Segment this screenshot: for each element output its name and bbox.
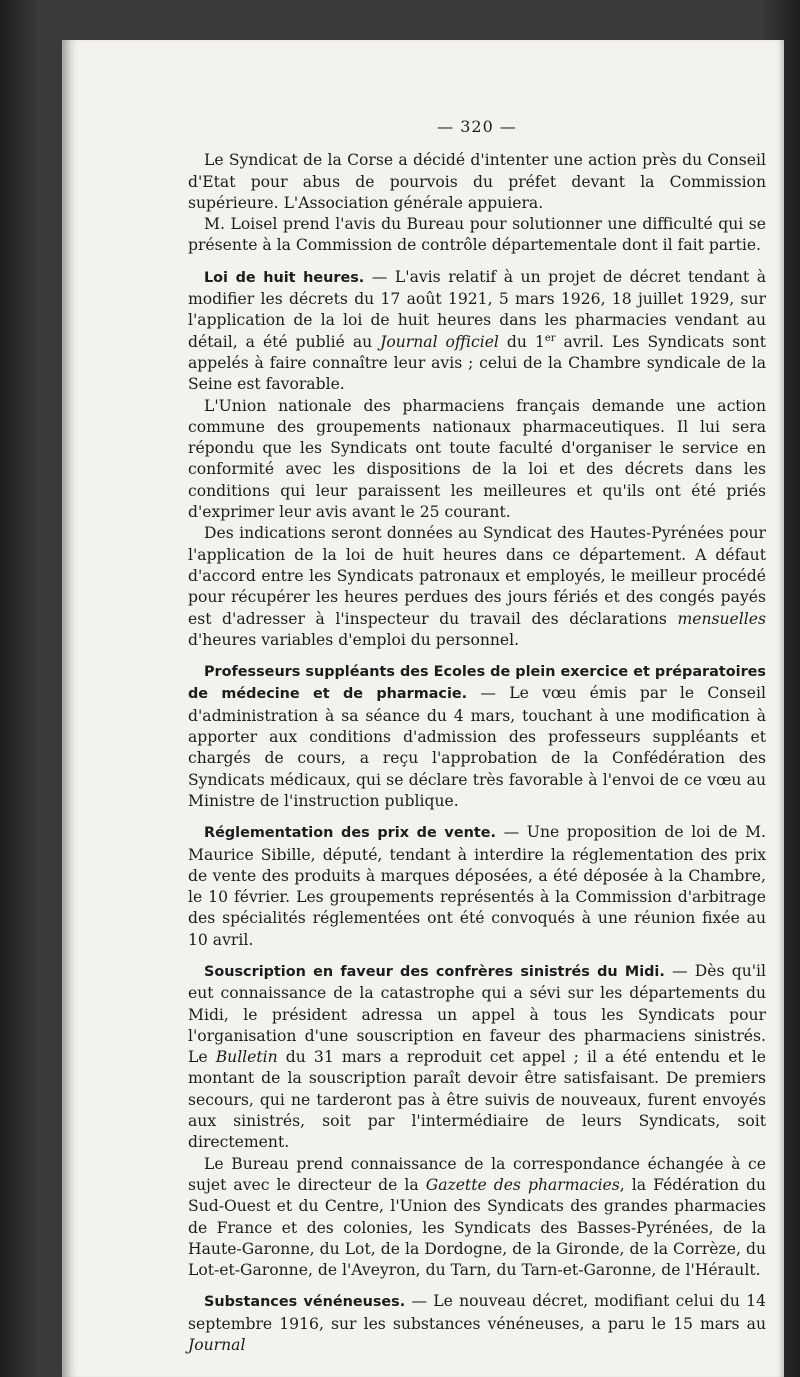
section-souscription: Souscription en faveur des confrères sinistrés du Midi. — Dès qu'il eut connaissance de la catastrophe qui a sévi sur les départements du Midi, le président adressa un appel à tous les Syndicats pour l'organisation d'une souscription en faveur des pharmaciens sinistrés. Le Bulletin du 31 mars a reproduit cet appel ; il a été entendu et le montant de la souscription paraît devoir être satisfaisant. De premiers secours, qui ne tarderont pas à être suivis de nouveaux, furent envoyés aux sinistrés, soit par l'intermédiaire de leurs Syndicats, soit directement. (188, 961, 766, 1152)
paragraph-corse: Le Syndicat de la Corse a décidé d'intenter une action près du Conseil d'Etat pour abus de pourvois du préfet devant la Commission supérieure. L'Association générale appuiera. (188, 151, 766, 212)
section-reglementation: Réglementation des prix de vente. — Une proposition de loi de M. Maurice Sibille, député, tendant à interdire la réglementation des prix de vente des produits à marques déposées, a été déposée à la Chambre, le 10 février. Les groupements représentés à la Commission d'arbitrage des spécialités réglementées ont été convoqués à une réunion fixée au 10 avril. (188, 823, 766, 949)
document-page (188, 116, 766, 1356)
section-heading: Substances vénéneuses. (204, 1294, 406, 1311)
paragraph-loisel: M. Loisel prend l'avis du Bureau pour solutionner une difficulté qui se présente à la Commission de contrôle départementale dont il fait partie. (188, 215, 766, 255)
section-heading: Souscription en faveur des confrères sinistrés du Midi. (204, 963, 665, 980)
paragraph-hautes-pyrenees: Des indications seront données au Syndicat des Hautes-Pyrénées pour l'application de la loi de huit heures dans ce département. A défaut d'accord entre les Syndicats patronaux et employés, le meilleur procédé pour récupérer les heures perdues des jours fériés et des congés payés est d'adresser à l'inspecteur du travail des déclarations mensuelles d'heures variables d'emploi du personnel. (188, 524, 766, 649)
paragraph-correspondance: Le Bureau prend connaissance de la correspondance échangée à ce sujet avec le directeur de la Gazette des pharmacies, la Fédération du Sud-Ouest et du Centre, l'Union des Syndicats des grandes pharmacies de France et des colonies, les Syndicats des Basses-Pyrénées, de la Haute-Garonne, du Lot, de la Dordogne, de la Gironde, de la Corrèze, du Lot-et-Garonne, de l'Aveyron, du Tarn, du Tarn-et-Garonne, de l'Hérault. (188, 1154, 767, 1280)
journal-officiel: Journal officiel (380, 332, 499, 351)
section-heading: Réglementation des prix de vente. (204, 825, 496, 842)
section-substances: Substances vénéneuses. — Le nouveau décret, modifiant celui du 14 septembre 1916, sur les substances vénéneuses, a paru le 15 mars au Journal (188, 1292, 766, 1355)
paragraph-union-nationale: L'Union nationale des pharmaciens français demande une action commune des groupements nationaux pharmaceutiques. Il lui sera répondu que les Syndicats ont toute faculté d'organiser le service en conformité avec les dispositions de la loi et des décrets dans les conditions qui leur paraissent les meilleures et qu'ils ont été priés d'exprimer leur avis avant le 25 courant. (188, 396, 766, 522)
section-heading: Loi de huit heures. (204, 269, 365, 286)
section-heading: Professeurs suppléants des Ecoles de plein exercice et préparatoires de médecine et de pharmacie. (188, 664, 766, 703)
section-huit-heures: Loi de huit heures. — L'avis relatif à un projet de décret tendant à modifier les décrets du 17 août 1921, 5 mars 1926, 18 juillet 1929, sur l'application de la loi de huit heures dans les pharmacies vendant au détail, a été publié au Journal officiel du 1er avril. Les Syndicats sont appelés à faire connaître leur avis ; celui de la Chambre syndicale de la Seine est favorable. (188, 267, 766, 394)
section-professeurs: Professeurs suppléants des Ecoles de plein exercice et préparatoires de médecine et de pharmacie. — Le vœu émis par le Conseil d'administration à sa séance du 4 mars, touchant à une modification à apporter aux conditions d'admission des professeurs suppléants et chargés de cours, a reçu l'approbation de la Confédération des Syndicats médicaux, qui se déclare très favorable à l'envoi de ce vœu au Ministre de l'instruction publique. (188, 664, 766, 810)
page-number: — 320 — (437, 117, 517, 136)
